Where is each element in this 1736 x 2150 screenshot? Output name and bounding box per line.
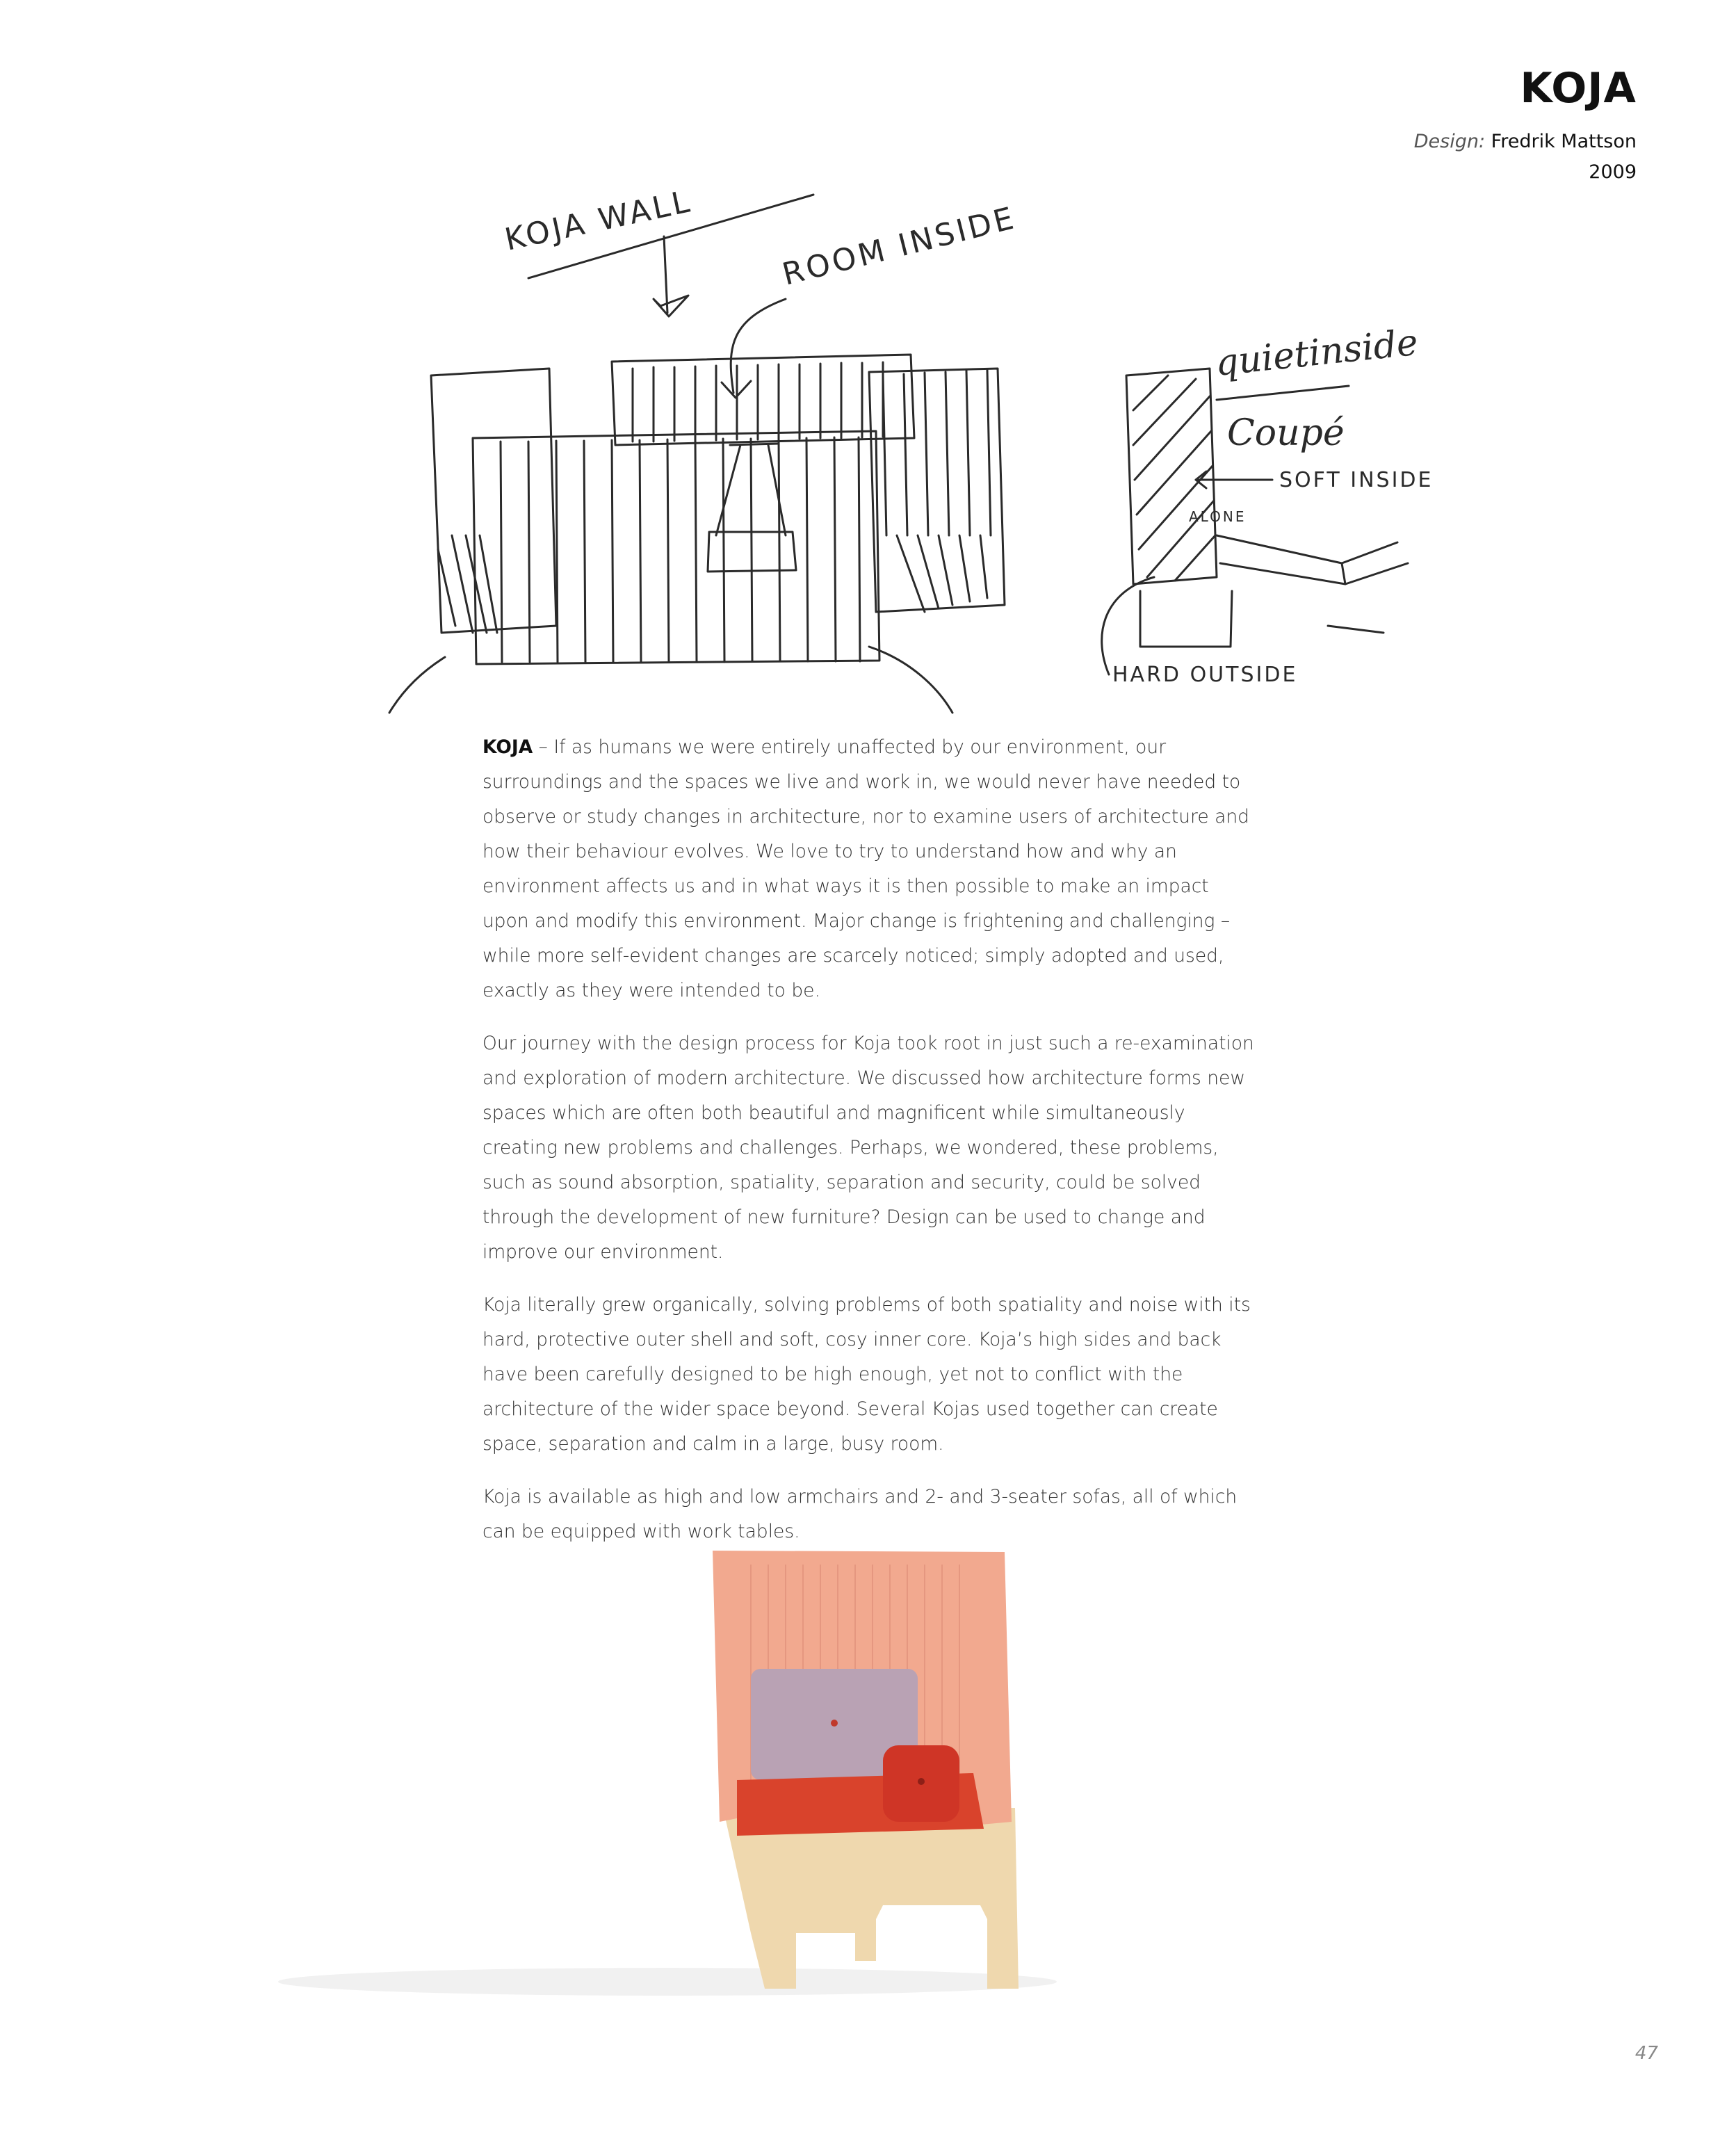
- paragraph-2: Our journey with the design process for Koja took root in just such a re-examination and exploration of modern architecture. We discussed how architecture forms new spaces which are often both beautiful and magnificent while simultaneously creating new problems and challenges. Perhaps, we wondered, these problems, such as sound absorption, spatiality, separation and security, could be solved through the development of new furniture? Design can be used to change and improve our environment.: [482, 1033, 1254, 1263]
- design-year: 2009: [1589, 161, 1637, 183]
- sketch-arrowhead: [654, 296, 688, 316]
- sketch-label-quiet: quietinside: [1213, 321, 1420, 385]
- sketch-arrow: [389, 657, 445, 713]
- sketch-shoe: [1328, 626, 1384, 633]
- sketch-label-room: ROOM INSIDE: [779, 200, 1020, 293]
- wood-base: [723, 1808, 1019, 1989]
- sketch-label-hard: HARD OUTSIDE: [1112, 663, 1298, 687]
- paragraph-4: Koja is available as high and low armchairs and 2- and 3-seater sofas, all of which can be equipped with work tables.: [482, 1486, 1238, 1542]
- article-body: [482, 730, 1254, 1567]
- sketch-label-soft: SOFT INSIDE: [1279, 468, 1434, 492]
- designer-name: Fredrik Mattson: [1491, 131, 1637, 152]
- product-photo: [278, 1544, 1071, 2003]
- page-number: 47: [1634, 2043, 1658, 2064]
- sketch-front-wall: [473, 431, 879, 664]
- sketch-legs: [1342, 542, 1408, 584]
- paragraph-1: [482, 730, 1254, 1008]
- pillow-button: [918, 1778, 925, 1785]
- sketch-label-coupe: Coupé: [1227, 412, 1345, 454]
- cushion-button: [831, 1720, 838, 1727]
- sketch-underline: [1217, 386, 1349, 400]
- design-label: Design:: [1413, 131, 1486, 152]
- sketch-hatching: [438, 362, 991, 633]
- sketch-arrow: [869, 647, 952, 713]
- sketch-chair-hatching: [1133, 375, 1215, 581]
- page-title: KOJA: [1520, 64, 1637, 113]
- sketch-chair-base: [1140, 591, 1232, 647]
- sketch-label-alone: ALONE: [1189, 508, 1247, 525]
- sketch-label-wall: KOJA WALL: [501, 183, 695, 258]
- sketch-unit-left: [431, 369, 556, 633]
- lead-word: KOJA: [482, 736, 533, 758]
- sketch-chair-seat: [1217, 535, 1345, 584]
- floor-shadow: [278, 1968, 1057, 1996]
- sketch-arrow: [1102, 577, 1154, 674]
- paragraph-1-text: – If as humans we were entirely unaffected by our environment, our surroundings and the spaces we live and work in, we would never have needed to observe or study changes in architecture, nor to examine users of architecture and how their behaviour evolves. We love to try to understand how and why an environment affects us and in what ways it is then possible to make an impact upon and modify this environment. Major change is frightening and challenging – while more self-evident changes are scarcely noticed; simply adopted and used, exactly as they were intended to be.: [482, 736, 1249, 1001]
- paragraph-3: Koja literally grew organically, solving problems of both spatiality and noise with its hard, protective outer shell and soft, cosy inner core. Koja’s high sides and back have been carefully designed to be high enough, yet not to conflict with the architecture of the wider space beyond. Several Kojas used together can create space, separation and calm in a large, busy room.: [482, 1294, 1251, 1455]
- sketch-hanger: [730, 444, 779, 445]
- concept-sketch: [341, 146, 1495, 716]
- sketch-arrow: [664, 236, 667, 313]
